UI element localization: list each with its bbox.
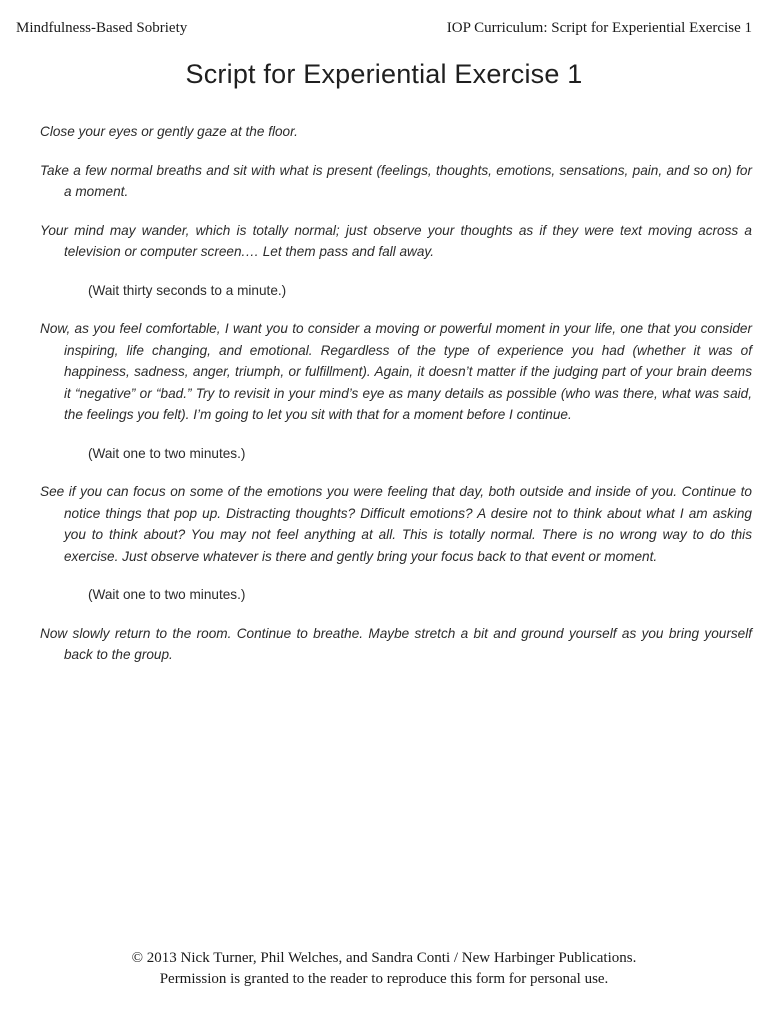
pause-instruction: (Wait one to two minutes.) xyxy=(88,445,246,461)
copyright-notice: © 2013 Nick Turner, Phil Welches, and Sandra Conti / New Harbinger Publications. xyxy=(131,950,637,966)
running-header-book-title: Mindfulness-Based Sobriety xyxy=(16,20,188,36)
script-paragraph-focus-emotions: See if you can focus on some of the emotions you were feeling that day, both outside and inside of you. Continue to notice things that pop up. Distracting thoughts? Difficult emotions? A desire not to think about what I am asking you to think about? You may not feel anything at all. This is totally normal. There is no wrong way to do this exercise. Just observe whatever is there and gently bring your focus back to that event or moment. xyxy=(40,484,752,564)
running-header-section-title: IOP Curriculum: Script for Experiential Exercise 1 xyxy=(446,20,752,36)
exercise-script xyxy=(40,121,752,683)
page-title: Script for Experiential Exercise 1 xyxy=(185,59,583,89)
script-paragraph-breaths: Take a few normal breaths and sit with what is present (feelings, thoughts, emotions, sensations, pain, and so on) for a moment. xyxy=(40,162,752,199)
permission-notice: Permission is granted to the reader to reproduce this form for personal use. xyxy=(159,971,609,987)
page-footer xyxy=(0,948,768,990)
script-paragraph-return: Now slowly return to the room. Continue to breathe. Maybe stretch a bit and ground yourself as you bring yourself back to the group. xyxy=(40,625,752,662)
script-paragraph-powerful-moment: Now, as you feel comfortable, I want you to consider a moving or powerful moment in your life, one that you consider inspiring, life changing, and emotional. Regardless of the type of experience you had (whether it was of happiness, sadness, anger, triumph, or fulfillment). Again, it doesn’t matter if the judging part of your brain deems it “negative” or “bad.” Try to revisit in your mind’s eye as many details as possible (who was there, what was said, the feelings you felt). I’m going to let you sit with that for a moment before I continue. xyxy=(40,321,752,422)
script-paragraph-mind-wander: Your mind may wander, which is totally normal; just observe your thoughts as if they were text moving across a television or computer screen.… Let them pass and fall away. xyxy=(40,222,752,259)
script-paragraph-close-eyes: Close your eyes or gently gaze at the floor. xyxy=(40,124,298,139)
pause-instruction: (Wait thirty seconds to a minute.) xyxy=(88,282,287,298)
pause-instruction: (Wait one to two minutes.) xyxy=(88,587,246,602)
